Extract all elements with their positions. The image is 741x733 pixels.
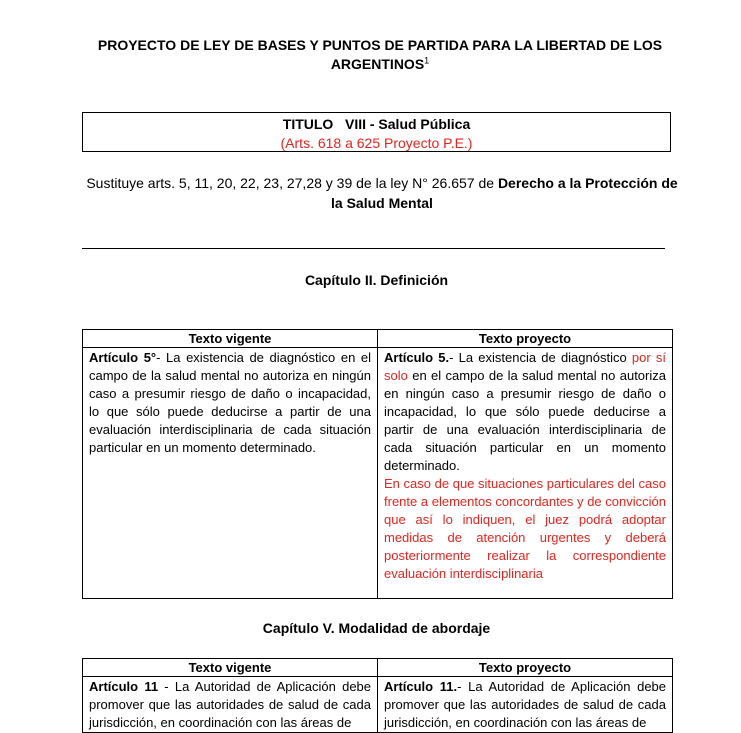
header-texto-proyecto: Texto proyecto	[378, 659, 673, 677]
table-row	[83, 348, 673, 599]
added-paragraph: En caso de que situaciones particulares del caso frente a elementos concordantes y de convicción que así lo indiquen, el juez podrá adoptar medidas de atención urgentes y deberá posteriormente realizar la correspondiente evaluación interdisciplinaria	[384, 476, 666, 581]
titulo-subheading: (Arts. 618 a 625 Proyecto P.E.)	[280, 135, 473, 151]
title-footnote-mark[interactable]: 1	[424, 55, 430, 66]
document-title-text: PROYECTO DE LEY DE BASES Y PUNTOS DE PARTIDA PARA LA LIBERTAD DE LOS ARGENTINOS	[97, 37, 663, 72]
article-text: en el campo de la salud mental no autoriza en ningún caso a presumir riesgo de daño o incapacidad, lo que sólo puede deducirse a partir de una evaluación interdisciplinaria de cada situación particular en un momento determinado.	[384, 368, 666, 473]
article-text: - La existencia de diagnóstico	[449, 350, 632, 365]
proyecto-cell-art11	[378, 677, 673, 733]
chapter-ii-heading: Capítulo II. Definición	[304, 272, 449, 288]
header-texto-vigente: Texto vigente	[83, 659, 378, 677]
sustituye-text: Sustituye arts. 5, 11, 20, 22, 23, 27,28 y 39 de la ley N° 26.657 de	[86, 175, 498, 191]
sustituye-paragraph	[82, 173, 682, 213]
article-label: Artículo 5.	[384, 350, 450, 365]
article-label: Artículo 11.	[384, 679, 458, 694]
header-texto-proyecto: Texto proyecto	[378, 330, 673, 348]
article-text: - La Autoridad de Aplicación debe promover que las autoridades de salud de cada jurisdicción, en coordinación con las áreas de	[384, 679, 667, 730]
titulo-heading: TITULO VIII - Salud Pública	[282, 116, 471, 132]
chapter-v-heading: Capítulo V. Modalidad de abordaje	[262, 620, 491, 636]
horizontal-divider	[82, 248, 665, 249]
vigente-cell-art11	[83, 677, 378, 733]
header-texto-vigente: Texto vigente	[83, 330, 378, 348]
comparison-table-art11	[82, 658, 673, 733]
sustituye-law-name: Derecho a la Protección de la Salud Mental	[331, 175, 678, 211]
vigente-cell-art5	[83, 348, 378, 599]
proyecto-cell-art5	[378, 348, 673, 599]
table-header-row	[83, 330, 673, 348]
comparison-table-art5	[82, 329, 673, 599]
document-title	[60, 36, 700, 74]
article-text: - La existencia de diagnóstico en el campo de la salud mental no autoriza en ningún caso a presumir riesgo de daño o incapacidad, lo que sólo puede deducirse a partir de una evaluación interdisciplinaria de cada situación particular en un momento determinado.	[89, 350, 371, 455]
article-label: Artículo 5°	[89, 350, 157, 365]
table-header-row	[83, 659, 673, 677]
titulo-box	[82, 112, 671, 152]
article-text: - La Autoridad de Aplicación debe promover que las autoridades de salud de cada jurisdicción, en coordinación con las áreas de	[89, 679, 372, 730]
added-text: por sí solo	[384, 350, 666, 383]
article-label: Artículo 11	[89, 679, 159, 694]
table-row	[83, 677, 673, 733]
